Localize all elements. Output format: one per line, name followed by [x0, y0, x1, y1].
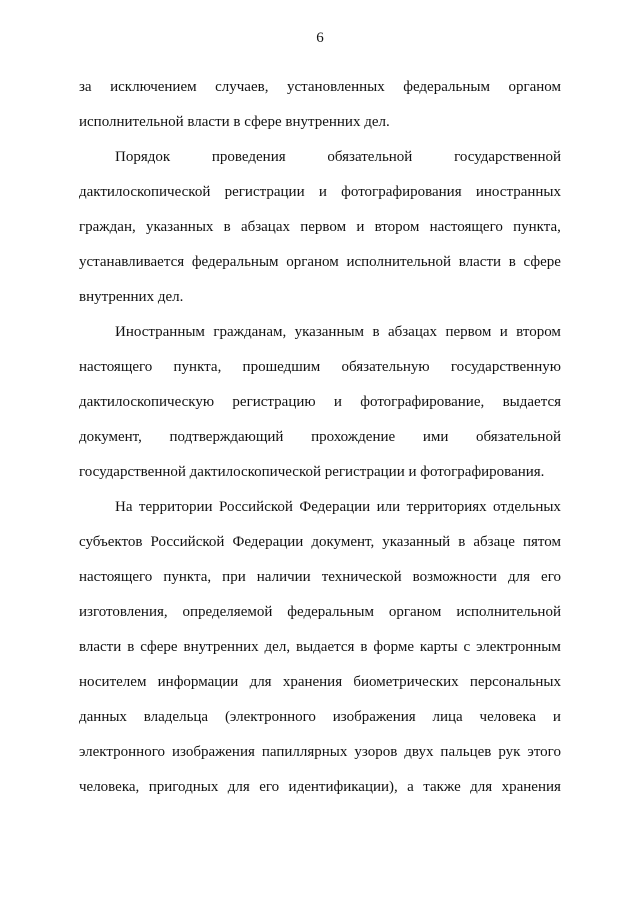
word: фотографирования [341, 184, 462, 200]
word: пункта, [173, 359, 222, 375]
word: (электронного [224, 709, 316, 725]
word: устанавливается [79, 254, 185, 270]
word: настоящего [429, 219, 503, 235]
word: электронным [476, 639, 561, 655]
text-line [79, 70, 561, 105]
word: изготовления, [79, 604, 168, 620]
word: государственной [454, 149, 561, 165]
word: первом [445, 324, 492, 340]
word: в [127, 639, 135, 655]
word: изображения [332, 709, 416, 725]
text-line [79, 455, 561, 490]
word: органом [388, 604, 442, 620]
word: втором [516, 324, 561, 340]
word: государственной дактилоскопической регистрации и фотографирования. [79, 464, 545, 480]
word: гражданам, [213, 324, 287, 340]
word: настоящего [79, 569, 153, 585]
word: дактилоскопической [79, 184, 211, 200]
word: дел, [264, 639, 291, 655]
text-line [79, 350, 561, 385]
document-body [79, 70, 561, 805]
word: внутренних дел. [79, 289, 184, 305]
text-line [79, 175, 561, 210]
word: власти [79, 639, 122, 655]
word: регистрацию [232, 394, 316, 410]
word: обязательной [476, 429, 561, 445]
word: и [333, 394, 342, 410]
word: пятом [522, 534, 561, 550]
word: наличии [256, 569, 311, 585]
text-line [79, 595, 561, 630]
word: На [115, 499, 133, 515]
word: пункта, [513, 219, 561, 235]
word: человека, [79, 779, 140, 795]
word: регистрации [224, 184, 305, 200]
text-line [79, 490, 561, 525]
word: форме [373, 639, 414, 655]
text-line [79, 280, 561, 315]
word: власти [458, 254, 502, 270]
word: для [227, 779, 250, 795]
word: документ, [79, 429, 142, 445]
text-line [79, 315, 561, 350]
word: исключением [110, 79, 197, 95]
word: лица [432, 709, 463, 725]
word: Порядок [115, 149, 171, 165]
text-line [79, 385, 561, 420]
word: папиллярных [261, 744, 348, 760]
word: персональных [469, 674, 561, 690]
word: Российской [150, 534, 225, 550]
word: федеральным [191, 254, 279, 270]
word: этого [527, 744, 561, 760]
word: информации [157, 674, 239, 690]
word: за [79, 79, 92, 95]
word: прохождение [311, 429, 396, 445]
text-line [79, 630, 561, 665]
word: в [458, 534, 466, 550]
word: с [463, 639, 471, 655]
word: Иностранным [115, 324, 205, 340]
word: носителем [79, 674, 147, 690]
word: абзацах [240, 219, 290, 235]
word: в [223, 219, 231, 235]
word: для [507, 569, 531, 585]
text-line [79, 245, 561, 280]
word: электронного [79, 744, 165, 760]
word: также [423, 779, 461, 795]
word: граждан, [79, 219, 136, 235]
word: изображения [171, 744, 255, 760]
word: и [499, 324, 508, 340]
text-line [79, 770, 561, 805]
page-number: 6 [316, 30, 324, 46]
word: внутренних [183, 639, 259, 655]
word: настоящего [79, 359, 153, 375]
word: Федерации [299, 499, 371, 515]
word: первом [300, 219, 347, 235]
word: ими [422, 429, 449, 445]
word: а [407, 779, 414, 795]
word: территории [138, 499, 213, 515]
word: федеральным [403, 79, 490, 95]
word: исполнительной [346, 254, 452, 270]
text-line [79, 210, 561, 245]
word: в [372, 324, 380, 340]
word: обязательную [341, 359, 430, 375]
text-line [79, 735, 561, 770]
word: его [541, 569, 561, 585]
word: пригодных [148, 779, 219, 795]
text-line [79, 560, 561, 595]
word: органом [286, 254, 339, 270]
word: возможности [412, 569, 497, 585]
word: государственную [450, 359, 561, 375]
word: федеральным [287, 604, 374, 620]
word: выдается [502, 394, 561, 410]
word: технической [321, 569, 402, 585]
text-line [79, 525, 561, 560]
word: биометрических [353, 674, 459, 690]
word: в [360, 639, 368, 655]
word: человека [479, 709, 537, 725]
word: рук [498, 744, 521, 760]
word: его [259, 779, 280, 795]
word: и [318, 184, 327, 200]
word: сфере [523, 254, 561, 270]
word: исполнительной власти в сфере внутренних дел. [79, 114, 390, 130]
word: или [376, 499, 401, 515]
word: для [249, 674, 272, 690]
word: хранения [501, 779, 561, 795]
word: выдается [296, 639, 355, 655]
word: указанных [145, 219, 214, 235]
word: фотографирование, [360, 394, 485, 410]
word: обязательной [327, 149, 413, 165]
word: узоров [354, 744, 398, 760]
word: отдельных [493, 499, 561, 515]
word: данных [79, 709, 127, 725]
word: и [356, 219, 365, 235]
word: пункта, [163, 569, 212, 585]
word: двух [404, 744, 434, 760]
word: владельца [143, 709, 209, 725]
text-line [79, 105, 561, 140]
text-line [79, 420, 561, 455]
word: территориях [406, 499, 487, 515]
word: субъектов [79, 534, 143, 550]
word: органом [508, 79, 561, 95]
word: для [470, 779, 493, 795]
word: Федерации [232, 534, 304, 550]
text-line [79, 665, 561, 700]
word: дактилоскопическую [79, 394, 215, 410]
word: установленных [286, 79, 385, 95]
word: указанный [382, 534, 451, 550]
word: идентификации), [288, 779, 398, 795]
word: проведения [211, 149, 286, 165]
word: и [552, 709, 561, 725]
text-line [79, 700, 561, 735]
word: определяемой [182, 604, 273, 620]
word: карты [419, 639, 458, 655]
word: в [508, 254, 516, 270]
word: Российской [219, 499, 293, 515]
word: случаев, [215, 79, 269, 95]
word: исполнительной [456, 604, 561, 620]
word: абзацах [387, 324, 438, 340]
text-line [79, 140, 561, 175]
word: втором [374, 219, 420, 235]
word: сфере [140, 639, 178, 655]
word: абзаце [473, 534, 515, 550]
word: хранения [282, 674, 343, 690]
word: при [222, 569, 246, 585]
word: пальцев [440, 744, 492, 760]
word: иностранных [475, 184, 561, 200]
word: прошедшим [242, 359, 321, 375]
word: подтверждающий [169, 429, 284, 445]
word: документ, [311, 534, 375, 550]
word: указанным [294, 324, 365, 340]
